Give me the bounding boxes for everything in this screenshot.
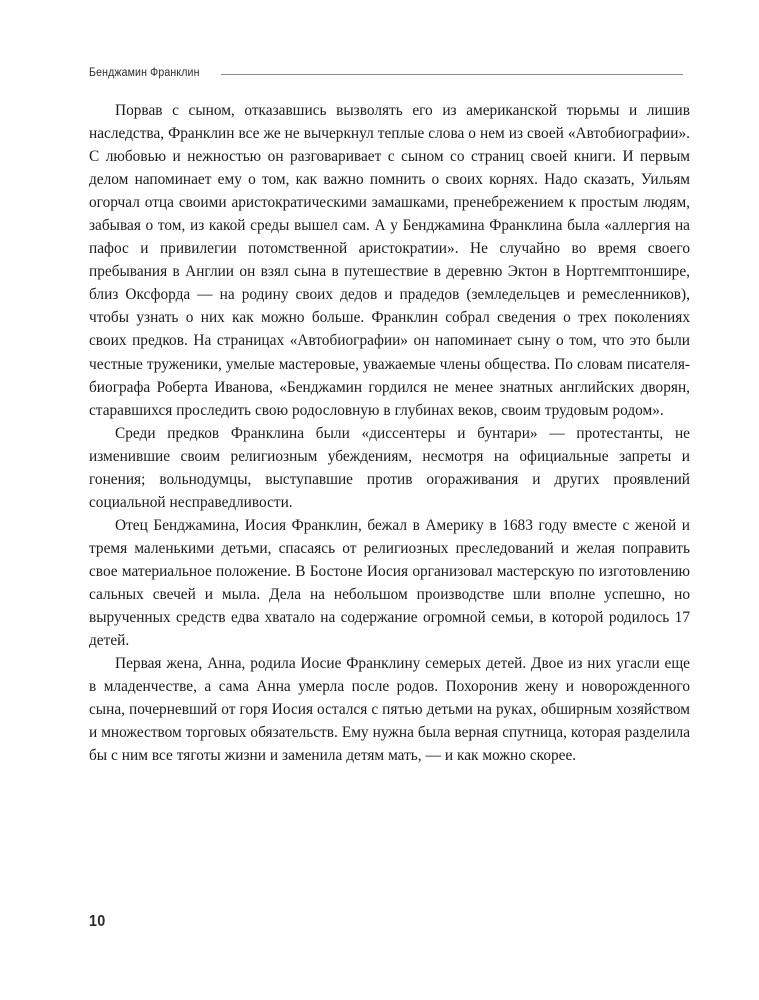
running-header-title: Бенджамин Франклин xyxy=(89,67,200,80)
paragraph: Среди предков Франклина были «диссентеры и бунтари» — протестанты, не изменившие своим религиозным убеждениям, несмотря на официальные запреты и гонения; вольнодумцы, выступавшие против огораживания и других проявлений социальной несправедливости. xyxy=(89,424,690,511)
running-header-rule xyxy=(221,74,683,75)
paragraph: Отец Бенджамина, Иосия Франклин, бежал в Америку в 1683 году вместе с женой и тремя маленькими детьми, спасаясь от религиозных преследований и желая поправить свое материальное положение. В Бостоне Иосия организовал мастерскую по изготовлению сальных свечей и мыла. Дела на небольшом производстве шли вполне успешно, но вырученных средств едва хватало на содержание огромной семьи, в которой родилось 17 детей. xyxy=(89,516,690,650)
paragraph: Порвав с сыном, отказавшись вызволять его из американской тюрьмы и лишив наследства, Франклин все же не вычеркнул теплые слова о нем из своей «Автобиографии». С любовью и нежностью он разговаривает с сыном со страниц своей книги. И первым делом напоминает ему о том, как важно помнить о своих корнях. Надо сказать, Уильям огорчал отца своими аристократическими замашками, пренебрежением к простым людям, забывая о том, из какой среды вышел сам. А у Бенджамина Франклина была «аллергия на пафос и привилегии потомственной аристократии». Не случайно во время своего пребывания в Англии он взял сына в путешествие в деревню Эктон в Нортгемптоншире, близ Оксфорда — на родину своих дедов и прадедов (земледельцев и ремесленников), чтобы узнать о них как можно больше. Франклин собрал сведения о трех поколениях своих предков. На страницах «Автобиографии» он напоминает сыну о том, что это были честные труженики, умелые мастеровые, уважаемые члены общества. По словам писателя-биографа Роберта Иванова, «Бенджамин гордился не менее знатных английских дворян, старавшихся проследить свою родословную в глубинах веков, своим трудовым родом». xyxy=(89,102,690,419)
paragraph: Первая жена, Анна, родила Иосие Франклину семерых детей. Двое из них угасли еще в младенчестве, а сама Анна умерла после родов. Похоронив жену и новорожденного сына, почерневший от горя Иосия остался с пятью детьми на руках, обширным хозяйством и множеством торговых обязательств. Ему нужна была верная спутница, которая разделила бы с ним все тяготы жизни и заменила детям мать, — и как можно скорее. xyxy=(89,655,690,765)
page-number: 10 xyxy=(89,913,106,930)
body-text-column xyxy=(89,99,690,767)
running-header xyxy=(89,64,683,84)
